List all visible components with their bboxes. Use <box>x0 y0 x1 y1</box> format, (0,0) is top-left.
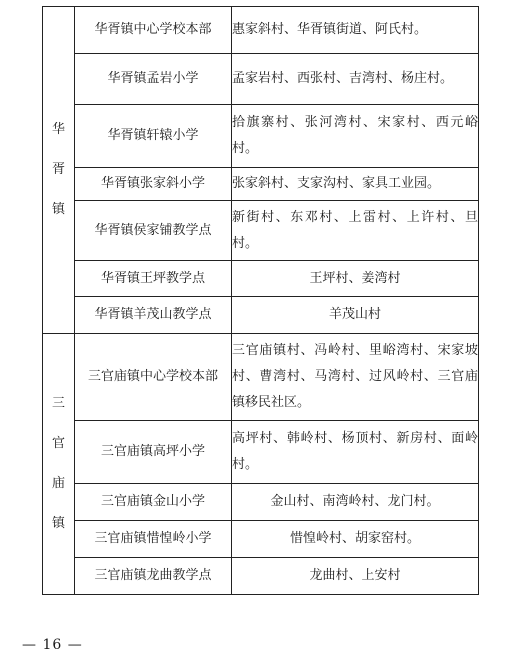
village-list: 龙曲村、上安村 <box>232 558 479 595</box>
school-name: 华胥镇轩辕小学 <box>75 105 232 168</box>
village-list: 张家斜村、支家沟村、家具工业园。 <box>232 168 479 201</box>
town-char: 镇 <box>51 202 65 217</box>
table-row <box>43 334 479 421</box>
village-list: 惠家斜村、华胥镇街道、阿氏村。 <box>232 7 479 54</box>
table-row <box>43 105 479 168</box>
table-row <box>43 7 479 54</box>
school-name: 三官庙镇惜惶岭小学 <box>75 521 232 558</box>
village-list: 金山村、南湾岭村、龙门村。 <box>232 484 479 521</box>
town-char: 镇 <box>51 516 65 531</box>
village-list: 惜惶岭村、胡家窑村。 <box>232 521 479 558</box>
table-row <box>43 297 479 334</box>
table-row <box>43 168 479 201</box>
school-name: 华胥镇张家斜小学 <box>75 168 232 201</box>
town-name-cell <box>43 7 75 334</box>
village-list: 孟家岩村、西张村、吉湾村、杨庄村。 <box>232 54 479 105</box>
school-name: 华胥镇侯家铺教学点 <box>75 201 232 261</box>
school-name: 华胥镇羊茂山教学点 <box>75 297 232 334</box>
school-name: 华胥镇中心学校本部 <box>75 7 232 54</box>
table-row <box>43 521 479 558</box>
village-list: 羊茂山村 <box>232 297 479 334</box>
table-row <box>43 558 479 595</box>
table-row <box>43 261 479 297</box>
town-char: 华 <box>51 122 65 137</box>
school-name: 三官庙镇中心学校本部 <box>75 334 232 421</box>
village-list: 王坪村、姜湾村 <box>232 261 479 297</box>
school-name: 华胥镇王坪教学点 <box>75 261 232 297</box>
village-list: 新街村、东邓村、上雷村、上许村、旦村。 <box>232 201 479 261</box>
table-row <box>43 54 479 105</box>
school-name: 华胥镇孟岩小学 <box>75 54 232 105</box>
town-name-cell <box>43 334 75 595</box>
town-char: 庙 <box>51 476 65 491</box>
school-name: 三官庙镇金山小学 <box>75 484 232 521</box>
table-row <box>43 484 479 521</box>
school-district-table <box>42 6 479 595</box>
school-name: 三官庙镇高坪小学 <box>75 421 232 484</box>
village-list: 高坪村、韩岭村、杨顶村、新房村、面岭村。 <box>232 421 479 484</box>
page-number: — 16 — <box>22 637 83 653</box>
village-list: 拾旗寨村、张河湾村、宋家村、西元峪村。 <box>232 105 479 168</box>
school-name: 三官庙镇龙曲教学点 <box>75 558 232 595</box>
village-list: 三官庙镇村、冯岭村、里峪湾村、宋家坡村、曹湾村、马湾村、过风岭村、三官庙镇移民社区。 <box>232 334 479 421</box>
table-row <box>43 201 479 261</box>
town-char: 胥 <box>51 162 65 177</box>
town-char: 三 <box>51 396 65 411</box>
town-char: 官 <box>51 436 65 451</box>
table-row <box>43 421 479 484</box>
